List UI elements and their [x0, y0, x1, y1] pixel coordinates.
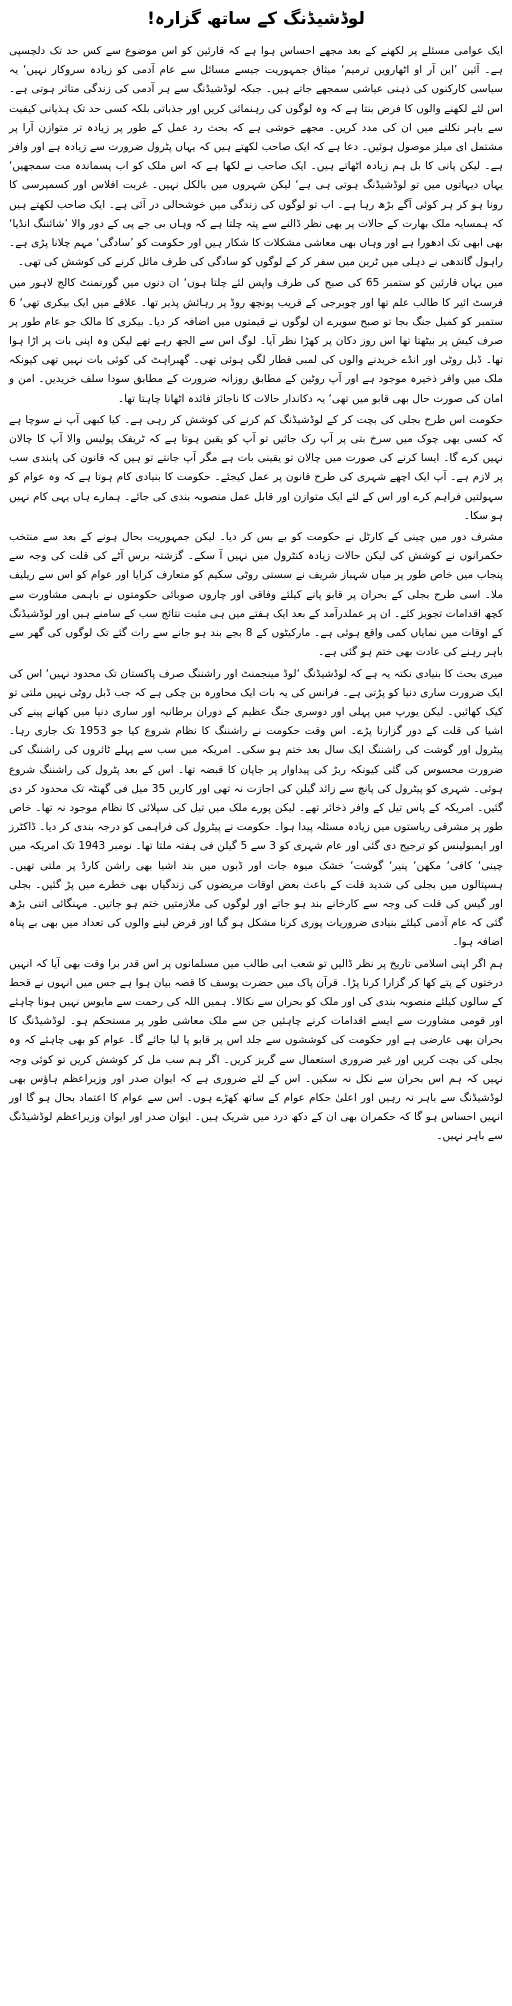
article-body — [9, 42, 503, 1147]
article-title: لوڈشیڈنگ کے ساتھ گزارہ! — [147, 9, 365, 29]
paragraph: ہم اگر اپنی اسلامی تاریخ پر نظر ڈالیں تو شعب ابی طالب میں مسلمانوں پر اس قدر برا وقت بھی آیا کہ انہیں درختوں کے پتے کھا کر گزارا کرنا پڑا۔ قرآن پاک میں حضرت یوسف کا قصہ بیان ہوا ہے جس میں انہوں نے قحط کے سالوں کیلئے منصوبہ بندی کی اور ملک کو بحران سے نکالا۔ ہمیں اللہ کی رحمت سے مایوس نہیں ہونا چاہئے اور قومی مشاورت سے ایسے اقدامات کرنے چاہئیں جن سے ملک معاشی طور پر مستحکم ہو۔ لوڈشیڈنگ کا بحران بھی عارضی ہے اور حکومت کی کوششوں سے جلد اس پر قابو پا لیا جائے گا۔ عوام کو بھی چاہئے کہ وہ بجلی کی بچت کریں اور غیر ضروری استعمال سے گریز کریں۔ اگر ہم سب مل کر کوشش کریں تو کوئی وجہ نہیں کہ ہم اس بحران سے نکل نہ سکیں۔ اس کے لئے ضروری ہے کہ ایوان صدر اور وزیراعظم ہاؤس بھی لوڈشیڈنگ سے باہر نہ رہیں اور اعلیٰ حکام عوام کے ساتھ کھڑے ہوں۔ اس سے عوام کا اعتماد بحال ہو گا اور انہیں احساس ہو گا کہ حکمران بھی ان کے دکھ درد میں شریک ہیں۔ ایوان صدر اور ایوان وزیراعظم لوڈشیڈنگ سے باہر نہیں۔ — [9, 957, 503, 1143]
paragraph: حکومت اس طرح بجلی کی بچت کر کے لوڈشیڈنگ کم کرنے کی کوشش کر رہی ہے۔ کیا کبھی آپ نے سوچا ہے کہ کسی بھی چوک میں سرخ بتی پر آپ رک جائیں تو آپ کو یقین ہوتا ہے کہ ٹریفک پولیس والا آپ کا چالان نہیں کرے گا۔ ایسا کرنے کی صورت میں چالان تو یقینی بات ہے مگر آپ جانتے تو ہیں کہ قانون کی پابندی سب پر لازم ہے۔ آپ ایک اچھے شہری کی طرح قانون پر عمل کیجئے۔ حکومت کا بنیادی کام ہوتا ہے کہ وہ عوام کو سہولتیں فراہم کرے اور اس کے لئے ایک متوازن اور قابل عمل منصوبہ بندی کی جائے۔ ہمارے ہاں یہی کام نہیں ہو سکا۔ — [9, 413, 503, 522]
paragraph: میں یہاں قارئین کو ستمبر 65 کی صبح کی طرف واپس لئے چلتا ہوں‘ ان دنوں میں گورنمنٹ کالج لاہور میں فرسٹ ائیر کا طالب علم تھا اور چوبرجی کے قریب پونچھ روڈ پر رہائش پذیر تھا۔ علاقے میں ایک بیکری تھی‘ 6 ستمبر کو کمیل جنگ بجا تو صبح سویرے ان لوگوں نے قیمتوں میں اضافہ کر دیا۔ بیکری کا مالک جو عام طور پر صرف کیش پر بیٹھتا تھا اس روز دکان پر کھڑا نظر آیا۔ لوگ اس سے الجھ رہے تھے لیکن وہ اپنی بات پر اڑا ہوا تھا۔ ڈبل روٹی اور انڈے خریدنے والوں کی لمبی قطار لگی ہوئی تھی۔ گھبراہٹ کی کوئی بات نہیں تھی کیونکہ ملک میں وافر ذخیرہ موجود ہے اور آپ روٹین کے مطابق روزانہ ضرورت کے مطابق سودا سلف خریدیں۔ امن و امان کی صورت حال بھی قابو میں تھی‘ یہ دکاندار حالات کا ناجائز فائدہ اٹھانا چاہتا تھا۔ — [9, 277, 504, 405]
paragraph: میری بحث کا بنیادی نکتہ یہ ہے کہ لوڈشیڈنگ ‘لوڈ مینجمنٹ اور راشننگ صرف پاکستان تک محدود نہیں‘ اس کی ایک ضرورت ساری دنیا کو پڑتی ہے۔ فرانس کی یہ بات ایک محاورہ بن چکی ہے کہ جب ڈبل روٹی نہیں ملتی تو کیک کھائیں۔ لیکن یورپ میں پہلی اور دوسری جنگ عظیم کے دوران برطانیہ اور ساری دنیا میں کھانے پینے کی اشیا کی قلت کے دور گزارنا پڑے۔ اس وقت حکومت نے راشننگ کا نظام شروع کیا جو 1953 تک جاری رہا۔ پیٹرول اور گوشت کی راشننگ ایک سال بعد ختم ہو سکی۔ امریکہ میں سب سے پہلے ٹائروں کی راشننگ کی ضرورت محسوس کی گئی کیونکہ ربڑ کی پیداوار پر جاپان کا قبضہ تھا۔ اس کے بعد پٹرول کی راشننگ شروع ہوئی۔ شہری کو پیٹرول کی پانچ سے زائد گیلن کی اجازت نہ تھی اور کاریں 35 میل فی گھنٹہ تک محدود کر دی گئیں۔ امریکہ کے پاس تیل کے وافر ذخائر تھے۔ لیکن پورے ملک میں تیل کی سپلائی کا نظام موجود نہ تھا۔ خاص طور پر مشرقی ریاستوں میں زیادہ مسئلہ پیدا ہوا۔ حکومت نے پیٹرول کی فراہمی کو درجہ بندی کر دیا۔ ڈاکٹرز اور ایمبولینس کو ترجیح دی گئی اور عام شہری کو 3 سے 5 گیلن فی ہفتہ ملتا تھا۔ نومبر 1943 تک امریکہ میں چینی‘ کافی‘ مکھن‘ پنیر‘ گوشت‘ خشک میوہ جات اور ڈبوں میں بند اشیا بھی راشن کارڈ پر ملتی تھیں۔ ہسپتالوں میں بجلی کی شدید قلت کے باعث بعض اوقات مریضوں کی زندگیاں بھی خطرے میں پڑ گئیں۔ بجلی اور گیس کی قلت کی وجہ سے کارخانے بند ہو جاتے اور لوگوں کی ملازمتیں ختم ہو جاتیں۔ مہنگائی اتنی بڑھ گئی کہ عام آدمی کیلئے بنیادی ضروریات پوری کرنا مشکل ہو گیا اور قرض لینے والوں کی تعداد میں بھی بے پناہ اضافہ ہوا۔ — [9, 667, 503, 949]
paragraph: مشرف دور میں چینی کے کارٹل نے حکومت کو بے بس کر دیا۔ لیکن جمہوریت بحال ہونے کے بعد سے منتخب حکمرانوں نے کوشش کی لیکن حالات زیادہ کنٹرول میں نہیں آ سکے۔ گزشتہ برس آٹے کی قلت کی وجہ سے پنجاب میں خاص طور پر میاں شہباز شریف نے سستی روٹی سکیم کو متعارف کرایا اور عوام کو اس سے ریلیف ملا۔ اسی طرح بجلی کے بحران پر قابو پانے کیلئے وفاقی اور چاروں صوبائی حکومتوں نے باہمی مشاورت سے کچھ اقدامات تجویز کئے۔ ان پر عملدرآمد کے بعد ایک ہفتے میں ہی مثبت نتائج سب کے سامنے ہیں اور لوڈشیڈنگ کے اوقات میں نمایاں کمی واقع ہوئی ہے۔ مارکیٹوں کے 8 بجے بند ہو جانے سے رات گئے تک لوگوں کی گھر سے باہر رہنے کی عادت بھی ختم ہو گئی ہے۔ — [9, 531, 503, 659]
paragraph: ایک عوامی مسئلے پر لکھنے کے بعد مجھے احساس ہوا ہے کہ قارئین کو اس موضوع سے کس حد تک دلچسپی ہے۔ آئین ’این آر او اٹھارویں ترمیم‘ میثاق جمہوریت جیسے مسائل سے عام آدمی کو زیادہ سروکار نہیں‘ یہ سیاسی کارکنوں کی ذہنی عیاشی سمجھے جاتے ہیں۔ جبکہ لوڈشیڈنگ سے ہر آدمی کی زندگی متاثر ہوتی ہے۔ اس لئے لکھنے والوں کا فرض بنتا ہے کہ وہ لوگوں کی رہنمائی کریں اور جذباتی بلکہ کسی حد تک ہذیانی کیفیت سے باہر نکلنے میں ان کی مدد کریں۔ مجھے خوشی ہے کہ بحث رد عمل کے طور پر زیادہ تر متوازن آرا پر مشتمل ای میلز موصول ہوئیں۔ دعا ہے کہ ایک صاحب لکھتے ہیں کہ یہاں پٹرول ضرورت سے زیادہ ہے اور وافر ہے۔ لیکن پانی کا بل ہم زیادہ اٹھاتے ہیں۔ ایک صاحب نے لکھا ہے کہ اس ملک کو اب پسماندہ مت سمجھیں‘ یہاں دیہاتوں میں تو لوڈشیڈنگ ہوتی ہی ہے‘ لیکن شہروں میں بالکل نہیں۔ غربت افلاس اور کسمپرسی کا رونا ہو کر ہر کوئی آگے بڑھ رہا ہے۔ اب تو لوگوں کی زندگی میں خوشحالی در آئی ہے۔ ایک صاحب لکھتے ہیں کہ ہمسایہ ملک بھارت کے حالات پر بھی نظر ڈالنے سے پتہ چلتا ہے کہ وہاں بی جے پی کے دور والا ’شائننگ انڈیا‘ بھی ابھی تک ادھورا ہے اور وہاں بھی معاشی مشکلات کا شکار ہیں اور حکومت کو ’سادگی‘ مہم چلانا پڑی ہے۔ راہول گاندھی نے دہلی میں ٹرین میں سفر کر کے لوگوں کو سادگی کی طرف مائل کرنے کی کوشش کی تھی۔ — [9, 45, 503, 269]
